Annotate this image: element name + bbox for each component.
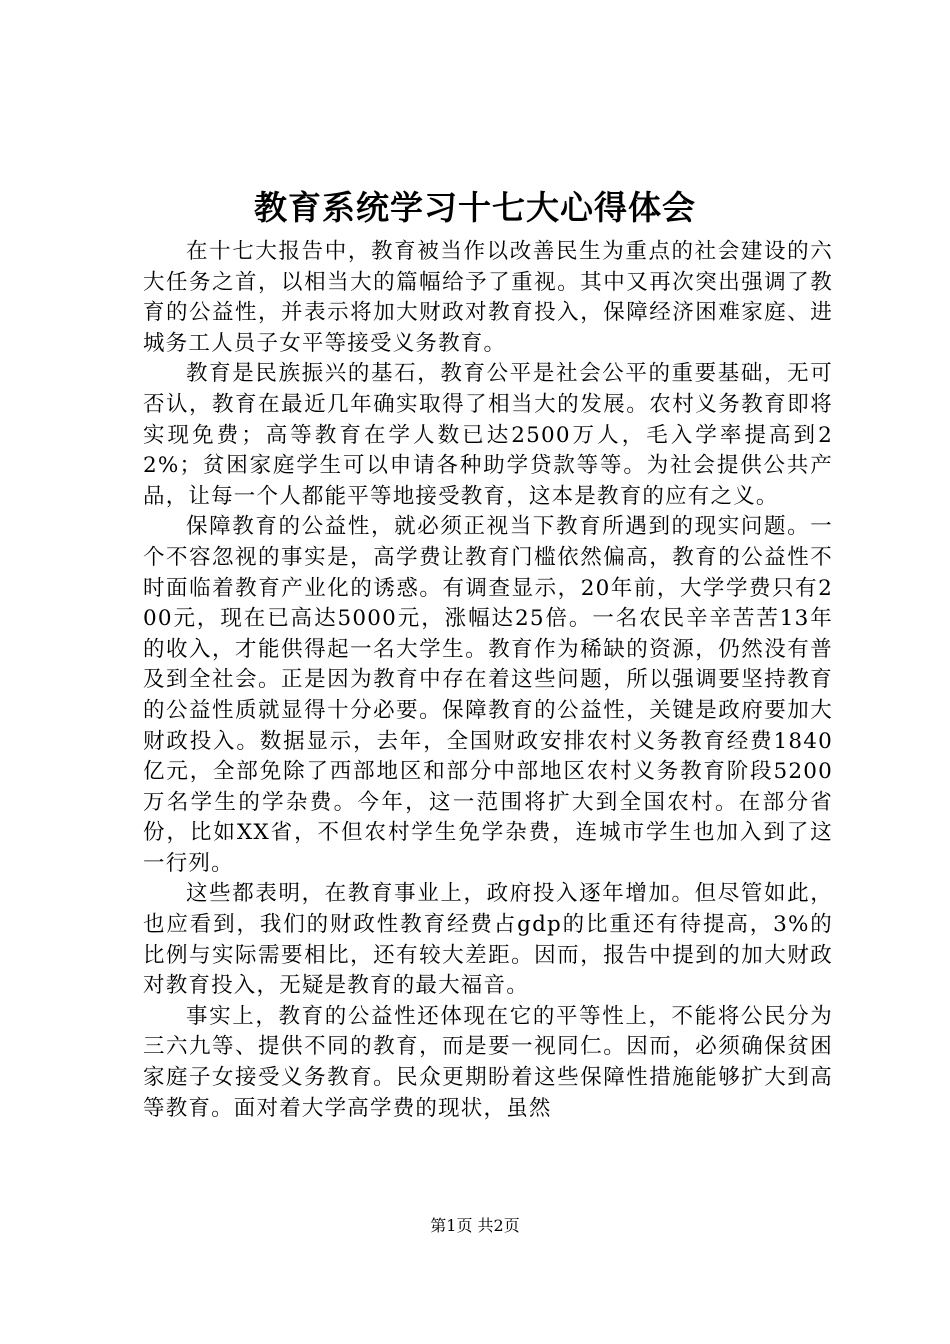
paragraph-2: 教育是民族振兴的基石，教育公平是社会公平的重要基础，无可否认，教育在最近几年确实取得了相当大的发展。农村义务教育即将实现免费；高等教育在学人数已达2500万人，毛入学率提高到22%；贫困家庭学生可以申请各种助学贷款等等。为社会提供公共产品，让每一个人都能平等地接受教育，这本是教育的应有之义。 <box>143 361 833 509</box>
document-body <box>143 237 833 1124</box>
paragraph-1: 在十七大报告中，教育被当作以改善民生为重点的社会建设的六大任务之首，以相当大的篇幅给予了重视。其中又再次突出强调了教育的公益性，并表示将加大财政对教育投入，保障经济困难家庭、进城务工人员子女平等接受义务教育。 <box>143 239 833 356</box>
paragraph-5: 事实上，教育的公益性还体现在它的平等性上，不能将公民分为三六九等、提供不同的教育，而是要一视同仁。因而，必须确保贫困家庭子女接受义务教育。民众更期盼着这些保障性措施能够扩大到高等教育。面对着大学高学费的现状，虽然 <box>143 1003 833 1121</box>
page-footer: 第1页 共2页 <box>430 1216 520 1235</box>
paragraph-3: 保障教育的公益性，就必须正视当下教育所遇到的现实问题。一个不容忽视的事实是，高学费让教育门槛依然偏高，教育的公益性不时面临着教育产业化的诱惑。有调查显示，20年前，大学学费只有200元，现在已高达5000元，涨幅达25倍。一名农民辛辛苦苦13年的收入，才能供得起一名大学生。教育作为稀缺的资源，仍然没有普及到全社会。正是因为教育中存在着这些问题，所以强调要坚持教育的公益性质就显得十分必要。保障教育的公益性，关键是政府要加大财政投入。数据显示，去年，全国财政安排农村义务教育经费1840亿元，全部免除了西部地区和部分中部地区农村义务教育阶段5200万名学生的学杂费。今年，这一范围将扩大到全国农村。在部分省份，比如XX省，不但农村学生免学杂费，连城市学生也加入到了这一行列。 <box>143 514 833 876</box>
paragraph-4: 这些都表明，在教育事业上，政府投入逐年增加。但尽管如此，也应看到，我们的财政性教育经费占gdp的比重还有待提高，3%的比例与实际需要相比，还有较大差距。因而，报告中提到的加大财政对教育投入，无疑是教育的最大福音。 <box>143 881 833 999</box>
document-title: 教育系统学习十七大心得体会 <box>254 188 696 227</box>
